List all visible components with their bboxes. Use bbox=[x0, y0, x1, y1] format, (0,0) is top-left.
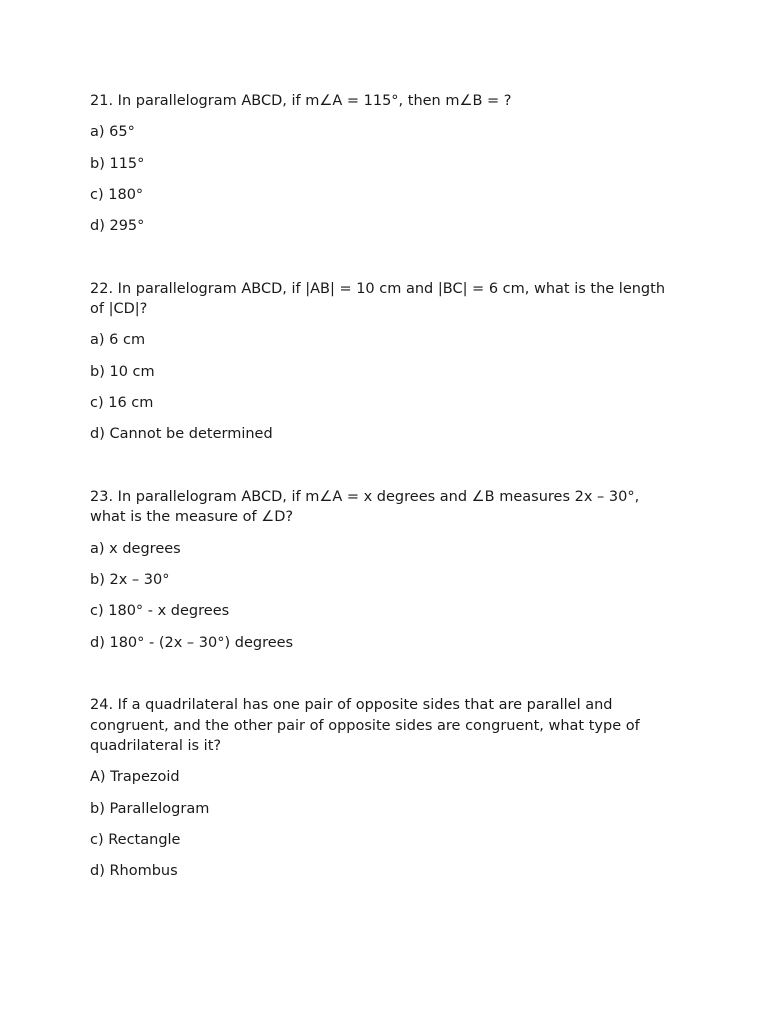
question-stem: 23. In parallelogram ABCD, if m∠A = x degrees and ∠B measures 2x – 30°, what is the measure of ∠D? bbox=[90, 488, 640, 526]
option-a: a) 6 cm bbox=[90, 332, 146, 349]
question-22 bbox=[90, 279, 678, 445]
question-24 bbox=[90, 695, 678, 882]
question-21 bbox=[90, 91, 678, 237]
option-b: b) 10 cm bbox=[90, 363, 155, 380]
option-c: c) 180° - x degrees bbox=[90, 603, 230, 620]
option-list bbox=[90, 122, 678, 236]
option-c: c) 16 cm bbox=[90, 395, 154, 412]
question-stem: 24. If a quadrilateral has one pair of opposite sides that are parallel and congruent, and the other pair of opposite sides are congruent, what type of quadrilateral is it? bbox=[90, 697, 640, 755]
option-d: d) 180° - (2x – 30°) degrees bbox=[90, 634, 294, 651]
option-list bbox=[90, 539, 678, 653]
option-a: A) Trapezoid bbox=[90, 769, 180, 786]
option-c: c) Rectangle bbox=[90, 831, 181, 848]
option-d: d) Cannot be determined bbox=[90, 426, 273, 443]
option-a: a) 65° bbox=[90, 124, 135, 141]
option-b: b) 2x – 30° bbox=[90, 571, 170, 588]
option-a: a) x degrees bbox=[90, 540, 181, 557]
question-stem: 21. In parallelogram ABCD, if m∠A = 115°, then m∠B = ? bbox=[90, 93, 512, 109]
question-stem: 22. In parallelogram ABCD, if |AB| = 10 cm and |BC| = 6 cm, what is the length of |CD|? bbox=[90, 280, 666, 318]
option-c: c) 180° bbox=[90, 186, 144, 203]
option-d: d) Rhombus bbox=[90, 863, 178, 880]
option-b: b) 115° bbox=[90, 155, 145, 172]
option-d: d) 295° bbox=[90, 218, 145, 235]
option-list bbox=[90, 767, 678, 881]
option-list bbox=[90, 330, 678, 444]
question-23 bbox=[90, 487, 678, 653]
option-b: b) Parallelogram bbox=[90, 800, 210, 817]
